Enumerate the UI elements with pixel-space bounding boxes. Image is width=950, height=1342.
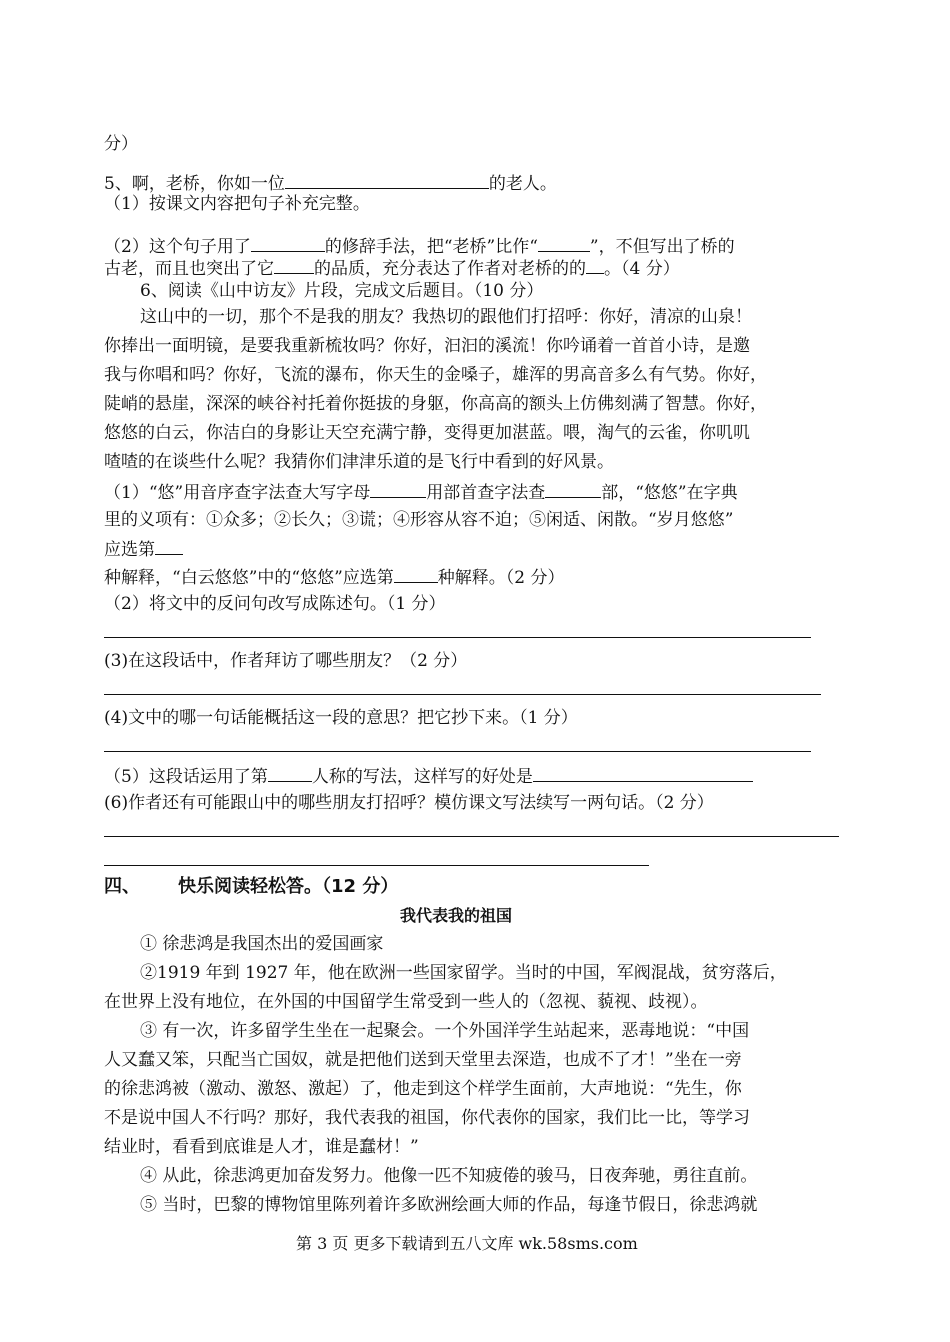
line-text: （2）这个句子用了 [104,237,251,257]
answer-line[interactable] [104,836,839,837]
line-text: 种解释。（2 分） [437,568,565,588]
story-line [104,1049,742,1071]
line-text: 在世界上没有地位，在外国的中国留学生常受到一些人的（忽视、藐视、歧视）。 [104,992,708,1012]
question-6-intro [140,280,543,302]
line-text: 人称的写法，这样写的好处是 [311,767,533,787]
line-text: ① 徐悲鸿是我国杰出的爱国画家 [140,934,384,954]
line-text: 陡峭的悬崖，深深的峡谷衬托着你挺拔的身躯，你高高的额头上仿佛刻满了智慧。你好， [104,394,767,414]
story-line [104,1107,750,1129]
answer-blank[interactable] [155,537,183,555]
line-text: 悠悠的白云，你洁白的身影让天空充满宁静，变得更加湛蓝。喂，淘气的云雀，你叽叽 [104,423,750,443]
question-6-1 [104,480,738,504]
story-line [140,1020,749,1042]
answer-blank[interactable] [251,234,325,252]
question-6-1-cont [104,565,565,589]
line-text: （1）“悠”用音序查字法查大写字母 [104,483,371,503]
question-6-3 [104,650,467,672]
line-text: 不是说中国人不行吗？那好，我代表我的祖国，你代表你的国家，我们比一比，等学习 [104,1108,750,1128]
footer-text: 第 3 页 更多下载请到五八文库 wk.58sms.com [296,1234,638,1253]
story-line [104,991,708,1013]
line-text: 的徐悲鸿被（激动、激怒、激起）了，他走到这个样学生面前，大声地说：“先生，你 [104,1079,742,1099]
line-text: ②1919 年到 1927 年，他在欧洲一些国家留学。当时的中国，军阀混战，贫穷落后， [140,963,787,983]
answer-blank[interactable] [538,234,590,252]
answer-blank[interactable] [268,764,312,782]
line-text: （2）将文中的反问句改写成陈述句。（1 分） [104,594,446,614]
story-line [104,1078,742,1100]
line-text: 5、啊，老桥，你如一位 [104,174,285,194]
answer-line[interactable] [104,694,821,695]
line-text: 用部首查字法查 [426,483,546,503]
line-text: 的修辞手法，把“老桥”比作“ [324,237,538,257]
line-text: ”，不但写出了桥的 [589,237,735,257]
answer-blank[interactable] [370,480,426,498]
text-line [104,133,138,155]
line-text: (4)文中的哪一句话能概括这一段的意思？把它抄下来。（1 分） [104,708,578,728]
line-text: 人又蠢又笨，只配当亡国奴，就是把他们送到天堂里去深造，也成不了才！”坐在一旁 [104,1050,742,1070]
line-text: 部，“悠悠”在字典 [601,483,738,503]
line-text: ④ 从此，徐悲鸿更加奋发努力。他像一匹不知疲倦的骏马，日夜奔驰，勇往直前。 [140,1166,758,1186]
line-text: 。（4 分） [604,259,680,279]
line-text: ⑤ 当时，巴黎的博物馆里陈列着许多欧洲绘画大师的作品，每逢节假日，徐悲鸿就 [140,1195,758,1215]
line-text: 喳喳的在谈些什么呢？我猜你们津津乐道的是飞行中看到的好风景。 [104,452,614,472]
answer-blank[interactable] [285,171,489,189]
story-line [140,962,787,984]
answer-line[interactable] [104,865,649,866]
question-5-2-cont [104,256,680,280]
page-footer [296,1233,638,1255]
line-text: （5）这段话运用了第 [104,767,268,787]
passage-line [104,451,614,473]
answer-blank[interactable] [586,256,604,274]
answer-blank[interactable] [533,764,753,782]
line-text: 6、阅读《山中访友》片段，完成文后题目。（10 分） [140,281,544,301]
section-heading [104,875,398,899]
line-text: 的品质，充分表达了作者对老桥的的 [314,259,586,279]
line-text: （1）按课文内容把句子补充完整。 [104,194,370,214]
line-text: 应选第 [104,540,155,560]
line-text: 古老，而且也突出了它 [104,259,274,279]
section-number: 四、 [104,876,140,897]
line-text: 我与你唱和吗？你好，飞流的瀑布，你天生的金嗓子，雄浑的男高音多么有气势。你好， [104,365,767,385]
line-text: 这山中的一切，那个不是我的朋友？我热切的跟他们打招呼：你好，清凉的山泉！ [140,307,752,327]
question-5-2 [104,234,735,258]
passage-line [104,422,750,444]
answer-line[interactable] [104,637,811,638]
story-title [400,905,512,927]
line-text: ③ 有一次，许多留学生坐在一起聚会。一个外国洋学生站起来，恶毒地说：“中国 [140,1021,750,1041]
story-line [104,1136,419,1158]
passage-line [140,306,752,328]
line-text: 的老人。 [488,174,557,194]
answer-line[interactable] [104,751,811,752]
line-text: 我代表我的祖国 [400,906,513,925]
question-6-1-cont [104,509,733,531]
line-text: 里的义项有：①众多；②长久；③谎；④形容从容不迫；⑤闲适、闲散。“岁月悠悠” [104,510,734,530]
question-6-4 [104,707,578,729]
passage-line [104,393,767,415]
line-text: (3)在这段话中，作者拜访了哪些朋友？（2 分） [104,651,468,671]
line-text: 你捧出一面明镜，是要我重新梳妆吗？你好，汩汩的溪流！你吟诵着一首首小诗，是邀 [104,336,750,356]
line-text: 结业时，看看到底谁是人才，谁是蠢材！” [104,1137,419,1157]
story-line [140,1165,757,1187]
answer-blank[interactable] [274,256,314,274]
question-6-2 [104,593,446,615]
question-6-5 [104,764,753,788]
question-6-1-cont [104,537,183,561]
line-text: 种解释，“白云悠悠”中的“悠悠”应选第 [104,568,394,588]
story-line [140,1194,757,1216]
question-5-line [104,171,557,195]
question-5-1 [104,193,370,215]
question-6-6 [104,792,714,814]
passage-line [104,335,750,357]
section-title: 快乐阅读轻松答。（12 分） [178,876,399,897]
line-text: 分） [104,134,138,154]
line-text: (6)作者还有可能跟山中的哪些朋友打招呼？模仿课文写法续写一两句话。（2 分） [104,793,714,813]
answer-blank[interactable] [545,480,601,498]
answer-blank[interactable] [394,565,438,583]
passage-line [104,364,767,386]
story-line [140,933,383,955]
